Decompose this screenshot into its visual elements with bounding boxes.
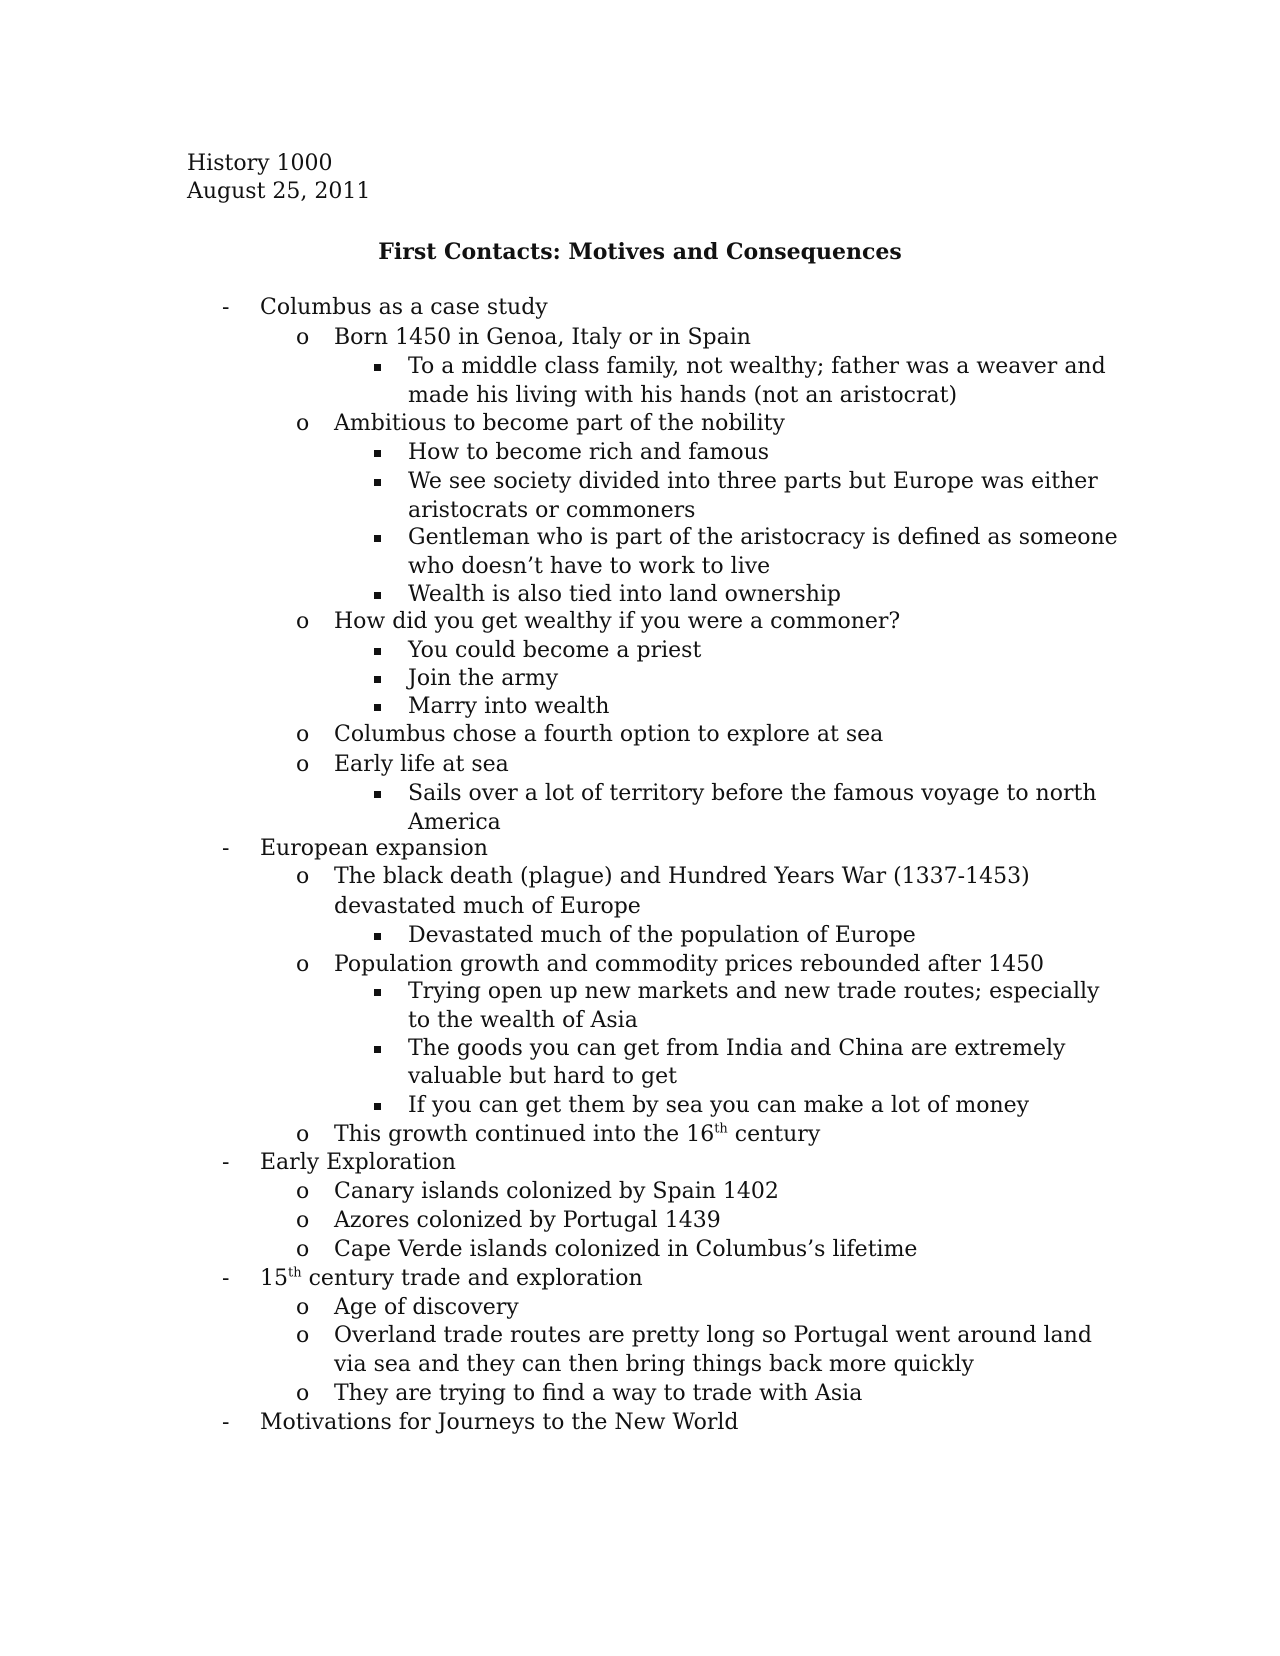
outline-item-level-2: [334, 721, 883, 749]
outline-item-level-3: [408, 439, 769, 467]
item-text: Marry into wealth: [408, 694, 610, 719]
outline-item-continuation: to the wealth of Asia: [408, 1008, 638, 1033]
item-text: Sails over a lot of territory before the famous voyage to north: [408, 781, 1097, 806]
circle-bullet-icon: o: [296, 722, 310, 747]
square-bullet-icon: [374, 450, 381, 457]
item-text: Columbus as a case study: [260, 295, 548, 320]
dash-bullet-icon: -: [222, 1266, 230, 1291]
item-text: Gentleman who is part of the aristocracy is defined as someone: [408, 525, 1118, 550]
item-text: European expansion: [260, 836, 488, 861]
square-bullet-icon: [374, 364, 381, 371]
item-text: Motivations for Journeys to the New World: [260, 1410, 739, 1435]
item-text: 15: [260, 1266, 288, 1291]
item-text: Population growth and commodity prices rebounded after 1450: [334, 952, 1045, 977]
outline-item-continuation: made his living with his hands (not an aristocrat): [408, 383, 958, 408]
outline-item-level-1: [260, 294, 548, 322]
square-bullet-icon: [374, 1103, 381, 1110]
outline-item-level-3: [408, 1092, 1029, 1120]
item-text: The black death (plague) and Hundred Years War (1337-1453): [334, 864, 1030, 889]
outline-item-level-3: [408, 978, 1099, 1006]
outline-item-level-2: [334, 1380, 862, 1408]
item-text: Ambitious to become part of the nobility: [334, 411, 785, 436]
outline-item-continuation: who doesn’t have to work to live: [408, 554, 771, 579]
item-text: The goods you can get from India and China are extremely: [408, 1036, 1066, 1061]
outline-item-level-3: [408, 468, 1098, 496]
outline-item-continuation: devastated much of Europe: [334, 894, 641, 919]
item-text: Early life at sea: [334, 752, 509, 777]
item-text: Born 1450 in Genoa, Italy or in Spain: [334, 325, 751, 350]
dash-bullet-icon: -: [222, 1410, 230, 1435]
document-title: First Contacts: Motives and Consequences: [378, 239, 902, 265]
circle-bullet-icon: o: [296, 1323, 310, 1348]
item-text: Trying open up new markets and new trade routes; especially: [408, 979, 1100, 1004]
outline-item-level-3: [408, 922, 916, 950]
outline-item-level-3: [408, 637, 701, 665]
square-bullet-icon: [374, 704, 381, 711]
ordinal-suffix: th: [288, 1265, 302, 1281]
dash-bullet-icon: -: [222, 295, 230, 320]
square-bullet-icon: [374, 676, 381, 683]
circle-bullet-icon: o: [296, 609, 310, 634]
outline-item-level-2: [334, 608, 900, 636]
outline-item-level-1: [260, 1265, 643, 1293]
item-text: They are trying to find a way to trade with Asia: [334, 1381, 863, 1406]
circle-bullet-icon: o: [296, 1122, 310, 1147]
outline-item-level-3: [408, 581, 841, 609]
outline-item-level-2: [334, 410, 785, 438]
square-bullet-icon: [374, 989, 381, 996]
circle-bullet-icon: o: [296, 1179, 310, 1204]
item-text: Early Exploration: [260, 1150, 456, 1175]
outline-item-level-2: [334, 1322, 1092, 1350]
item-text: Cape Verde islands colonized in Columbus’s lifetime: [334, 1237, 918, 1262]
outline-item-level-3: [408, 353, 1106, 381]
circle-bullet-icon: o: [296, 411, 310, 436]
circle-bullet-icon: o: [296, 1208, 310, 1233]
dash-bullet-icon: -: [222, 836, 230, 861]
item-text: Join the army: [408, 666, 559, 691]
square-bullet-icon: [374, 535, 381, 542]
outline-item-continuation: aristocrats or commoners: [408, 498, 696, 523]
ordinal-suffix: th: [714, 1121, 728, 1137]
item-text: Age of discovery: [334, 1295, 519, 1320]
item-text: Azores colonized by Portugal 1439: [334, 1208, 721, 1233]
dash-bullet-icon: -: [222, 1150, 230, 1175]
square-bullet-icon: [374, 933, 381, 940]
outline-item-level-2: [334, 863, 1030, 891]
circle-bullet-icon: o: [296, 1381, 310, 1406]
outline-item-level-2: [334, 324, 751, 352]
outline-item-level-3: [408, 524, 1118, 552]
item-text: Wealth is also tied into land ownership: [408, 582, 842, 607]
circle-bullet-icon: o: [296, 325, 310, 350]
outline-item-level-1: [260, 1409, 739, 1437]
item-text-after: century: [727, 1122, 821, 1147]
outline-item-level-1: [260, 835, 488, 863]
square-bullet-icon: [374, 791, 381, 798]
item-text: How to become rich and famous: [408, 440, 770, 465]
outline-item-level-3: [408, 1035, 1066, 1063]
square-bullet-icon: [374, 1046, 381, 1053]
outline-item-level-3: [408, 665, 558, 693]
outline-item-level-2: [334, 1178, 779, 1206]
lecture-date: August 25, 2011: [187, 179, 371, 204]
outline-item-level-2: [334, 1207, 721, 1235]
circle-bullet-icon: o: [296, 1237, 310, 1262]
item-text-after: century trade and exploration: [301, 1266, 643, 1291]
item-text: We see society divided into three parts but Europe was either: [408, 469, 1098, 494]
item-text: To a middle class family, not wealthy; father was a weaver and: [408, 354, 1106, 379]
outline-item-level-3: [408, 693, 609, 721]
item-text: How did you get wealthy if you were a commoner?: [334, 609, 901, 634]
outline-item-continuation: valuable but hard to get: [408, 1064, 677, 1089]
outline-item-continuation: America: [408, 810, 501, 835]
course-name: History 1000: [187, 151, 333, 176]
square-bullet-icon: [374, 648, 381, 655]
outline-item-level-3: [408, 780, 1097, 808]
outline-item-level-1: [260, 1149, 456, 1177]
square-bullet-icon: [374, 592, 381, 599]
outline-item-level-2: [334, 1121, 820, 1149]
item-text: Canary islands colonized by Spain 1402: [334, 1179, 779, 1204]
outline-item-continuation: via sea and they can then bring things back more quickly: [334, 1352, 974, 1377]
outline-item-level-2: [334, 951, 1044, 979]
circle-bullet-icon: o: [296, 1295, 310, 1320]
square-bullet-icon: [374, 479, 381, 486]
item-text: This growth continued into the 16: [334, 1122, 715, 1147]
outline-item-level-2: [334, 1294, 519, 1322]
circle-bullet-icon: o: [296, 864, 310, 889]
item-text: Columbus chose a fourth option to explore at sea: [334, 722, 884, 747]
item-text: Overland trade routes are pretty long so Portugal went around land: [334, 1323, 1092, 1348]
outline-item-level-2: [334, 1236, 917, 1264]
outline-item-level-2: [334, 751, 509, 779]
item-text: You could become a priest: [408, 638, 702, 663]
item-text: If you can get them by sea you can make a lot of money: [408, 1093, 1030, 1118]
circle-bullet-icon: o: [296, 952, 310, 977]
circle-bullet-icon: o: [296, 752, 310, 777]
item-text: Devastated much of the population of Europe: [408, 923, 916, 948]
